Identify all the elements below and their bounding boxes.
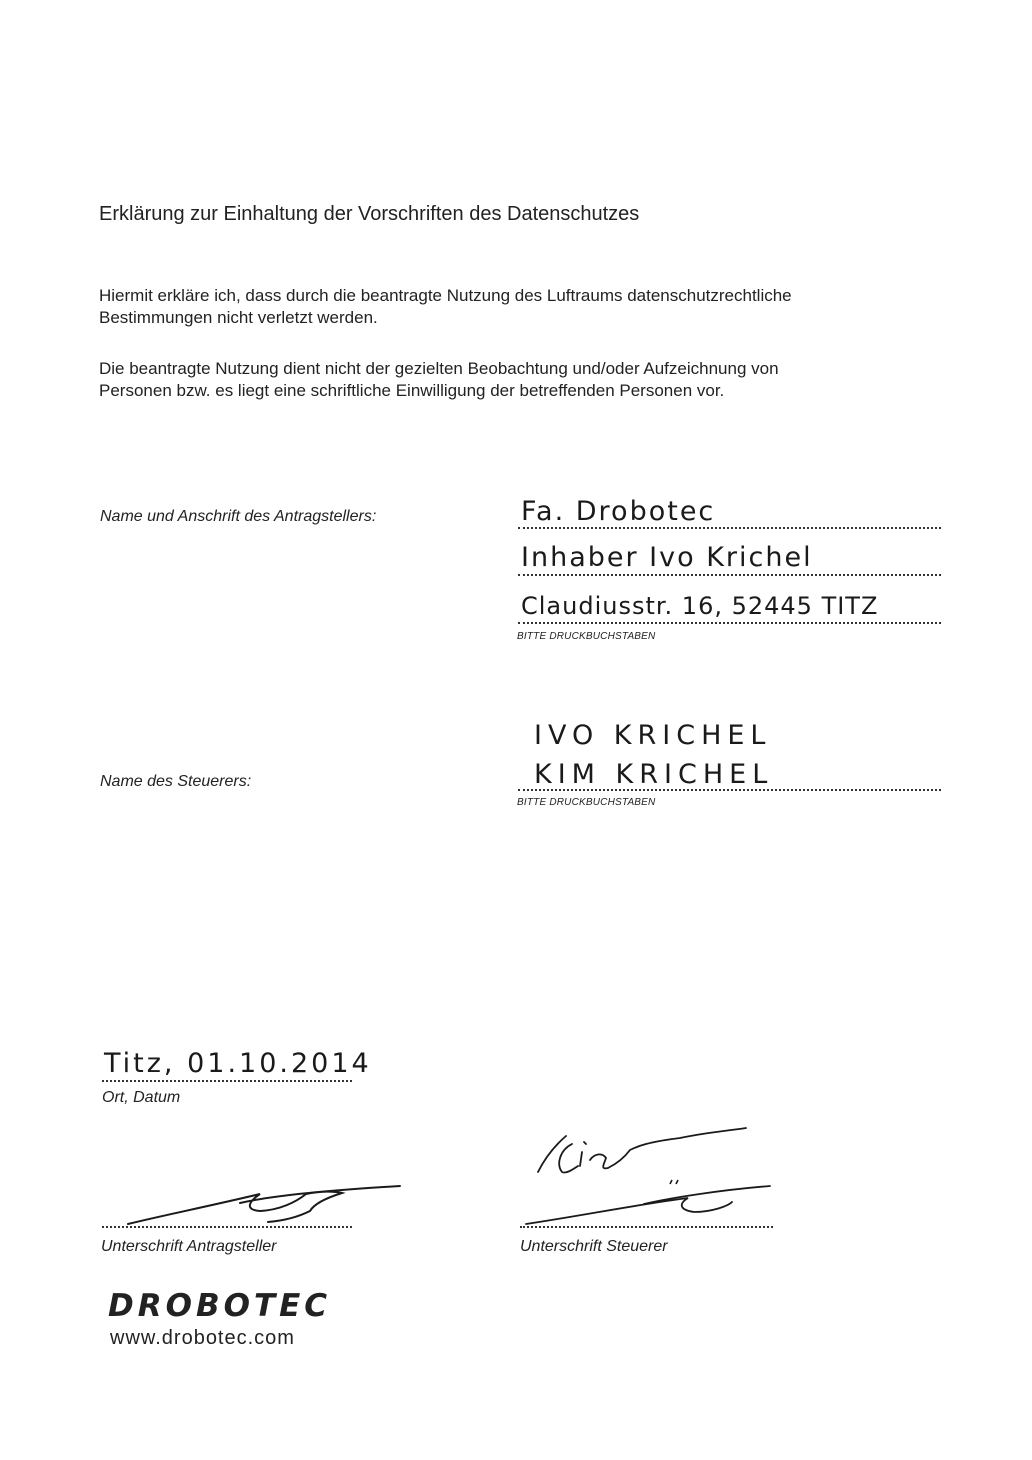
pilot-block-letters-note: BITTE DRUCKBUCHSTABEN bbox=[517, 797, 656, 808]
document-title: Erklärung zur Einhaltung der Vorschriften des Datenschutzes bbox=[99, 203, 640, 225]
place-date-label: Ort, Datum bbox=[102, 1089, 181, 1106]
applicant-signature-field bbox=[102, 1226, 352, 1228]
pilot-field bbox=[518, 789, 941, 791]
pilot-line-2-handwriting: KIM KRICHEL bbox=[534, 759, 774, 790]
pilot-signature-label: Unterschrift Steuerer bbox=[520, 1238, 668, 1255]
applicant-line-1-field bbox=[518, 527, 941, 529]
applicant-line-2-handwriting: Inhaber Ivo Krichel bbox=[521, 542, 813, 573]
applicant-line-2-field bbox=[518, 574, 941, 576]
paragraph-1-line-1: Hiermit erkläre ich, dass durch die beantragte Nutzung des Luftraums datenschutzrechtliche bbox=[99, 286, 792, 305]
applicant-signature bbox=[100, 1180, 410, 1230]
drobotec-logo: DROBOTEC bbox=[108, 1288, 332, 1324]
applicant-label: Name und Anschrift des Antragstellers: bbox=[100, 508, 377, 525]
pilot-label: Name des Steuerers: bbox=[100, 773, 252, 790]
paragraph-2-line-1: Die beantragte Nutzung dient nicht der gezielten Beobachtung und/oder Aufzeichnung von bbox=[99, 359, 779, 378]
applicant-signature-label: Unterschrift Antragsteller bbox=[101, 1238, 277, 1255]
pilot-signature-field bbox=[520, 1226, 773, 1228]
applicant-line-1-handwriting: Fa. Drobotec bbox=[521, 496, 716, 527]
pilot-line-1-handwriting: IVO KRICHEL bbox=[534, 720, 772, 751]
website-url: www.drobotec.com bbox=[110, 1327, 295, 1349]
paragraph-1-line-2: Bestimmungen nicht verletzt werden. bbox=[99, 308, 378, 327]
paragraph-2-line-2: Personen bzw. es liegt eine schriftliche Einwilligung der betreffenden Personen vor. bbox=[99, 381, 725, 400]
place-date-handwriting: Titz, 01.10.2014 bbox=[104, 1048, 372, 1079]
place-date-field bbox=[102, 1080, 352, 1082]
applicant-line-3-handwriting: Claudiusstr. 16, 52445 TITZ bbox=[521, 592, 879, 620]
applicant-line-3-field bbox=[518, 622, 941, 624]
pilot-signature bbox=[520, 1120, 780, 1230]
applicant-block-letters-note: BITTE DRUCKBUCHSTABEN bbox=[517, 631, 656, 642]
